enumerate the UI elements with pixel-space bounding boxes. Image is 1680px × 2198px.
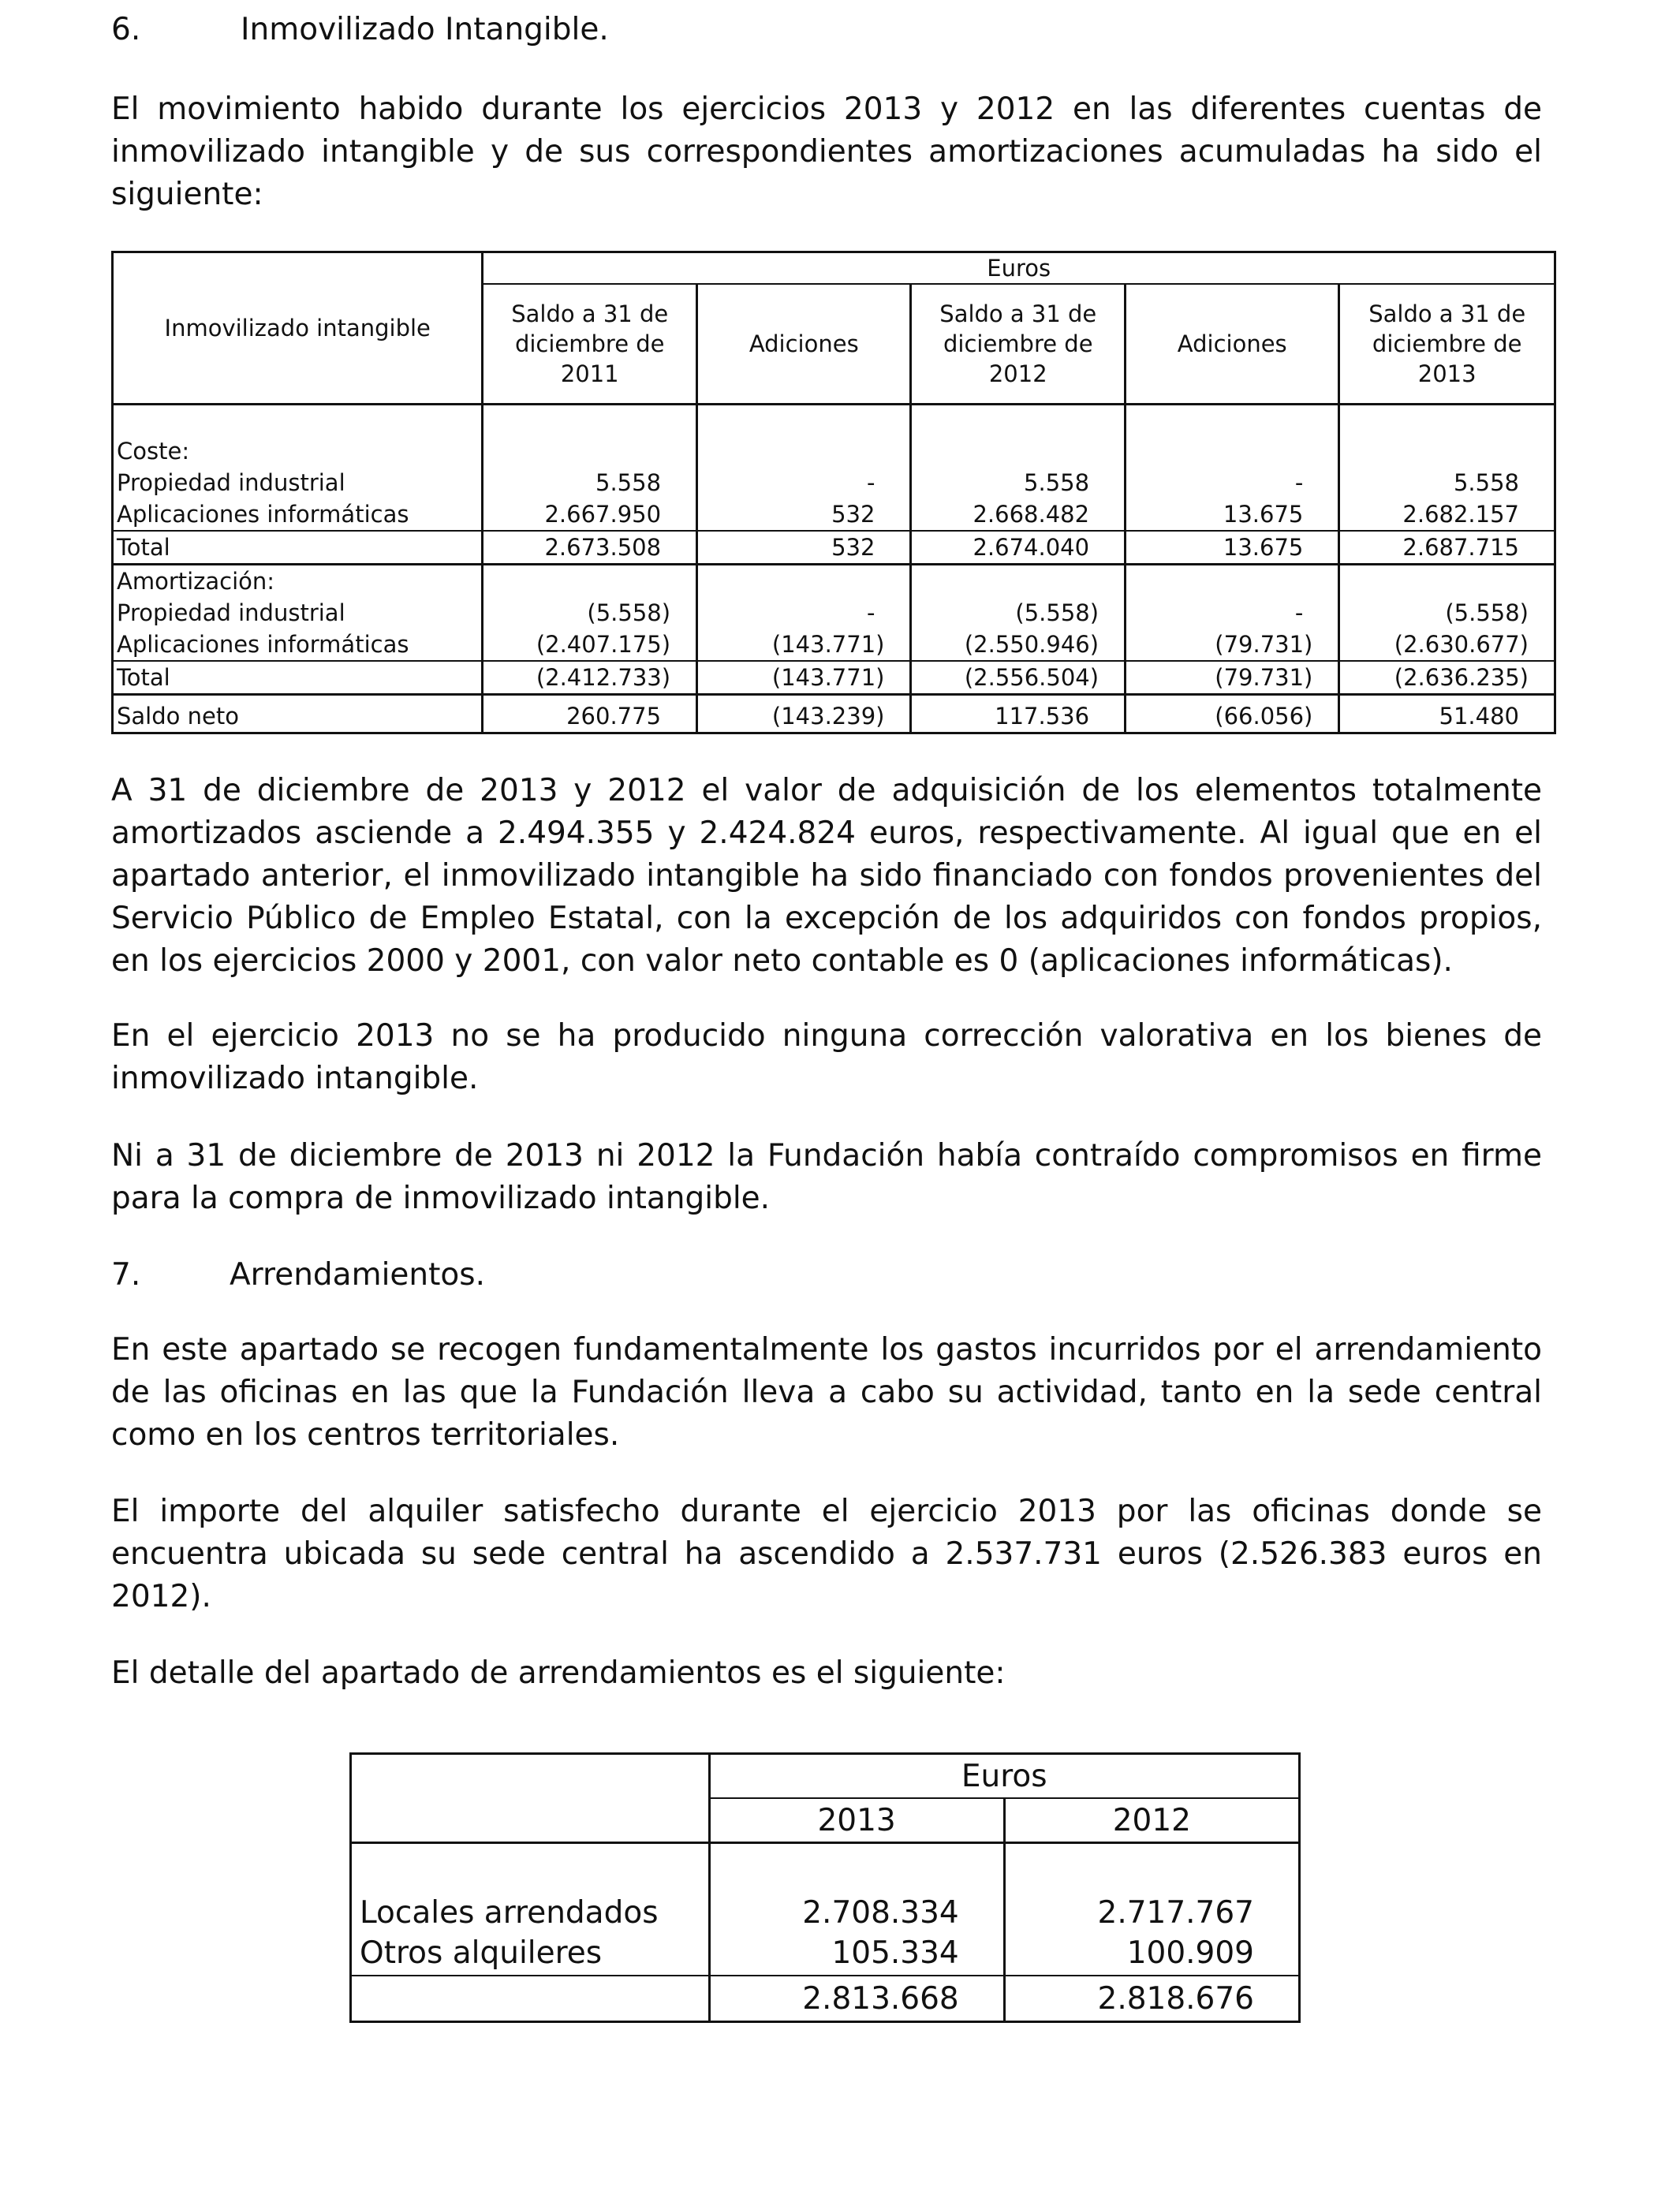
table-row: Otros alquileres 105.334 100.909 [351,1931,1300,1976]
table-row: Aplicaciones informáticas 2.667.950 532 2.668.482 13.675 2.682.157 [113,498,1555,531]
paragraph-detalle: El detalle del apartado de arrendamientos es el siguiente: [111,1655,1006,1691]
leases-total-row: 2.813.668 2.818.676 [351,1976,1300,2022]
paragraph-adquisicion: A 31 de diciembre de 2013 y 2012 el valor de adquisición de los elementos totalmente amortizados asciende a 2.494.355 y 2.424.824 euros, respectivamente. Al igual que en el apartado anterior, el inmovilizado intangible ha sido financiado con fondos provenientes del Servicio Público de Empleo Estatal, con la excepción de los adquiridos con fondos propios, en los ejercicios 2000 y 2001, con valor neto contable es 0 (aplicaciones informáticas). [111,773,1542,979]
table-row: Propiedad industrial (5.558) - (5.558) - (5.558) [113,597,1555,629]
coste-label: Coste: [113,405,483,468]
paragraph-correccion: En el ejercicio 2013 no se ha producido ninguna corrección valorativa en los bienes de inmovilizado intangible. [111,1018,1542,1096]
section-7-heading [111,1256,485,1294]
paragraph-alquiler: El importe del alquiler satisfecho durante el ejercicio 2013 por las oficinas donde se encuentra ubicada su sede central ha ascendido a 2.537.731 euros (2.526.383 euros en 2012). [111,1494,1542,1614]
leases-table [349,1752,1301,2023]
leases-year-2012: 2012 [1004,1798,1299,1843]
paragraph-arrendamiento: En este apartado se recogen fundamentalmente los gastos incurridos por el arrendamiento de las oficinas en las que la Fundación lleva a cabo su actividad, tanto en la sede central como en los centros territoriales. [111,1332,1542,1453]
row-header: Inmovilizado intangible [113,252,483,405]
table-row: Aplicaciones informáticas (2.407.175) (143.771) (2.550.946) (79.731) (2.630.677) [113,629,1555,661]
leases-euros-header: Euros [709,1754,1300,1799]
section-6-intro: El movimiento habido durante los ejercicios 2013 y 2012 en las diferentes cuentas de inmovilizado intangible y de sus correspondientes amortizaciones acumuladas ha sido el siguiente: [111,91,1542,212]
section-6-heading [111,11,609,49]
col-header-adiciones-2013: Adiciones [1126,284,1339,405]
table-row: Locales arrendados 2.708.334 2.717.767 [351,1843,1300,1931]
intangible-assets-table [111,251,1556,734]
section-7-number: 7. [111,1257,141,1293]
col-header-adiciones-2012: Adiciones [697,284,911,405]
col-header-saldo-2011: Saldo a 31 de diciembre de 2011 [483,284,697,405]
paragraph-compromisos: Ni a 31 de diciembre de 2013 ni 2012 la Fundación había contraído compromisos en firme para la compra de inmovilizado intangible. [111,1138,1542,1216]
euros-group-header: Euros [483,252,1555,285]
amortizacion-total-row: Total (2.412.733) (143.771) (2.556.504) (79.731) (2.636.235) [113,661,1555,695]
section-6-title: Inmovilizado Intangible. [241,12,609,47]
col-header-saldo-2012: Saldo a 31 de diciembre de 2012 [911,284,1126,405]
section-7-title: Arrendamientos. [230,1257,485,1293]
leases-year-2013: 2013 [709,1798,1004,1843]
coste-total-row: Total 2.673.508 532 2.674.040 13.675 2.687.715 [113,531,1555,565]
leases-blank-header [351,1754,710,1843]
table-row: Propiedad industrial 5.558 - 5.558 - 5.558 [113,467,1555,498]
saldo-neto-row: Saldo neto 260.775 (143.239) 117.536 (66.056) 51.480 [113,695,1555,733]
amortizacion-label: Amortización: [113,565,483,598]
section-6-number: 6. [111,12,141,47]
col-header-saldo-2013: Saldo a 31 de diciembre de 2013 [1339,284,1555,405]
